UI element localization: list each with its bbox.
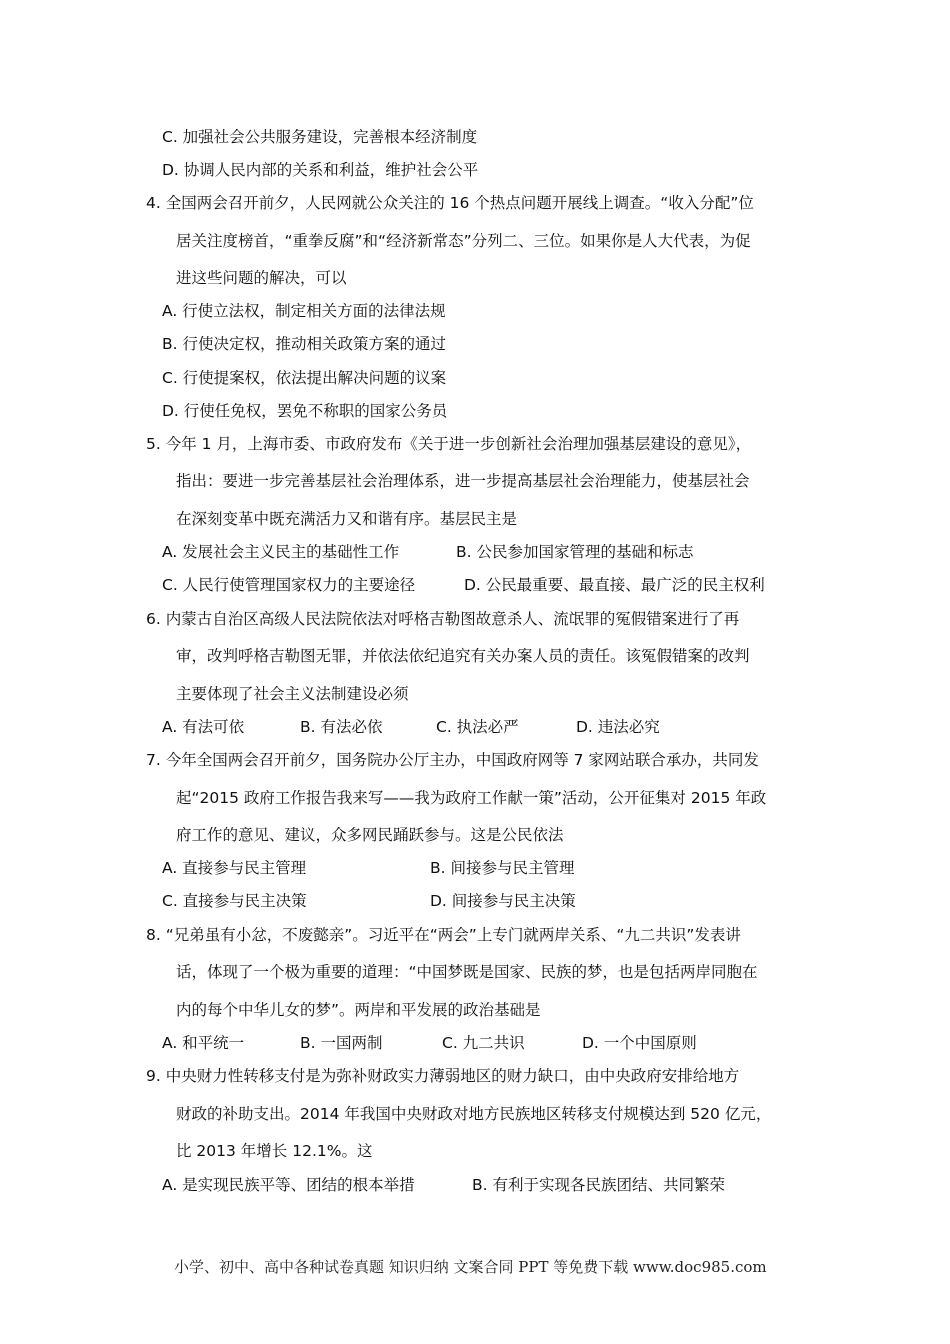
q4-option-b: B. 行使决定权，推动相关政策方案的通过 xyxy=(162,335,446,353)
page-footer: 小学、初中、高中各种试卷真题 知识归纳 文案合同 PPT 等免费下载 www.doc985.com xyxy=(174,1258,767,1276)
q6-stem-line-1: 6. 内蒙古自治区高级人民法院依法对呼格吉勒图故意杀人、流氓罪的冤假错案进行了再 xyxy=(146,610,740,628)
q5-stem-line-2: 指出：要进一步完善基层社会治理体系，进一步提高基层社会治理能力，使基层社会 xyxy=(176,472,750,490)
q8-option-d: D. 一个中国原则 xyxy=(582,1034,697,1052)
q8-stem-line-2: 话，体现了一个极为重要的道理：“中国梦既是国家、民族的梦，也是包括两岸同胞在 xyxy=(176,963,758,981)
q7-option-b: B. 间接参与民主管理 xyxy=(430,859,575,877)
q9-stem-line-2: 财政的补助支出。2014 年我国中央财政对地方民族地区转移支付规模达到 520 亿元， xyxy=(176,1105,772,1123)
q4-stem-line-2: 居关注度榜首，“重拳反腐”和“经济新常态”分列二、三位。如果你是人大代表，为促 xyxy=(176,232,751,250)
q4-stem-line-1: 4. 全国两会召开前夕，人民网就公众关注的 16 个热点问题开展线上调查。“收入分配”位 xyxy=(146,194,754,212)
q7-option-c: C. 直接参与民主决策 xyxy=(162,892,307,910)
q6-option-a: A. 有法可依 xyxy=(162,718,245,736)
q6-option-c: C. 执法必严 xyxy=(436,718,519,736)
q6-option-d: D. 违法必究 xyxy=(576,718,660,736)
q7-stem-line-3: 府工作的意见、建议，众多网民踊跃参与。这是公民依法 xyxy=(176,826,564,844)
q8-stem-line-3: 内的每个中华儿女的梦”。两岸和平发展的政治基础是 xyxy=(176,1001,541,1019)
q5-option-d: D. 公民最重要、最直接、最广泛的民主权利 xyxy=(464,576,765,594)
q7-option-d: D. 间接参与民主决策 xyxy=(430,892,576,910)
q5-stem-line-3: 在深刻变革中既充满活力又和谐有序。基层民主是 xyxy=(176,510,518,528)
q6-stem-line-3: 主要体现了社会主义法制建设必须 xyxy=(176,685,409,703)
q9-stem-line-3: 比 2013 年增长 12.1%。这 xyxy=(176,1142,373,1160)
q5-option-c: C. 人民行使管理国家权力的主要途径 xyxy=(162,576,416,594)
q7-stem-line-1: 7. 今年全国两会召开前夕，国务院办公厅主办，中国政府网等 7 家网站联合承办，共同发 xyxy=(146,751,759,769)
q4-option-a: A. 行使立法权，制定相关方面的法律法规 xyxy=(162,302,446,320)
q4-stem-line-3: 进这些问题的解决，可以 xyxy=(176,269,347,287)
q9-option-b: B. 有利于实现各民族团结、共同繁荣 xyxy=(472,1176,725,1194)
q9-stem-line-1: 9. 中央财力性转移支付是为弥补财政实力薄弱地区的财力缺口，由中央政府安排给地方 xyxy=(146,1067,740,1085)
q3-option-c: C. 加强社会公共服务建设，完善根本经济制度 xyxy=(162,128,478,146)
q4-option-d: D. 行使任免权，罢免不称职的国家公务员 xyxy=(162,402,448,420)
q5-stem-line-1: 5. 今年 1 月，上海市委、市政府发布《关于进一步创新社会治理加强基层建设的意见》， xyxy=(146,435,752,453)
q8-option-a: A. 和平统一 xyxy=(162,1034,245,1052)
q5-option-a: A. 发展社会主义民主的基础性工作 xyxy=(162,543,400,561)
q4-option-c: C. 行使提案权，依法提出解决问题的议案 xyxy=(162,369,447,387)
q9-option-a: A. 是实现民族平等、团结的根本举措 xyxy=(162,1176,415,1194)
q3-option-d: D. 协调人民内部的关系和利益，维护社会公平 xyxy=(162,161,479,179)
q7-option-a: A. 直接参与民主管理 xyxy=(162,859,307,877)
q6-stem-line-2: 审，改判呼格吉勒图无罪，并依法依纪追究有关办案人员的责任。该冤假错案的改判 xyxy=(176,647,750,665)
q7-stem-line-2: 起“2015 政府工作报告我来写——我为政府工作献一策”活动，公开征集对 2015 年政 xyxy=(176,789,767,807)
q5-option-b: B. 公民参加国家管理的基础和标志 xyxy=(456,543,694,561)
q8-option-c: C. 九二共识 xyxy=(442,1034,525,1052)
q6-option-b: B. 有法必依 xyxy=(300,718,383,736)
q8-stem-line-1: 8. “兄弟虽有小忿，不废懿亲”。习近平在“两会”上专门就两岸关系、“九二共识”发表讲 xyxy=(146,926,741,944)
q8-option-b: B. 一国两制 xyxy=(300,1034,383,1052)
